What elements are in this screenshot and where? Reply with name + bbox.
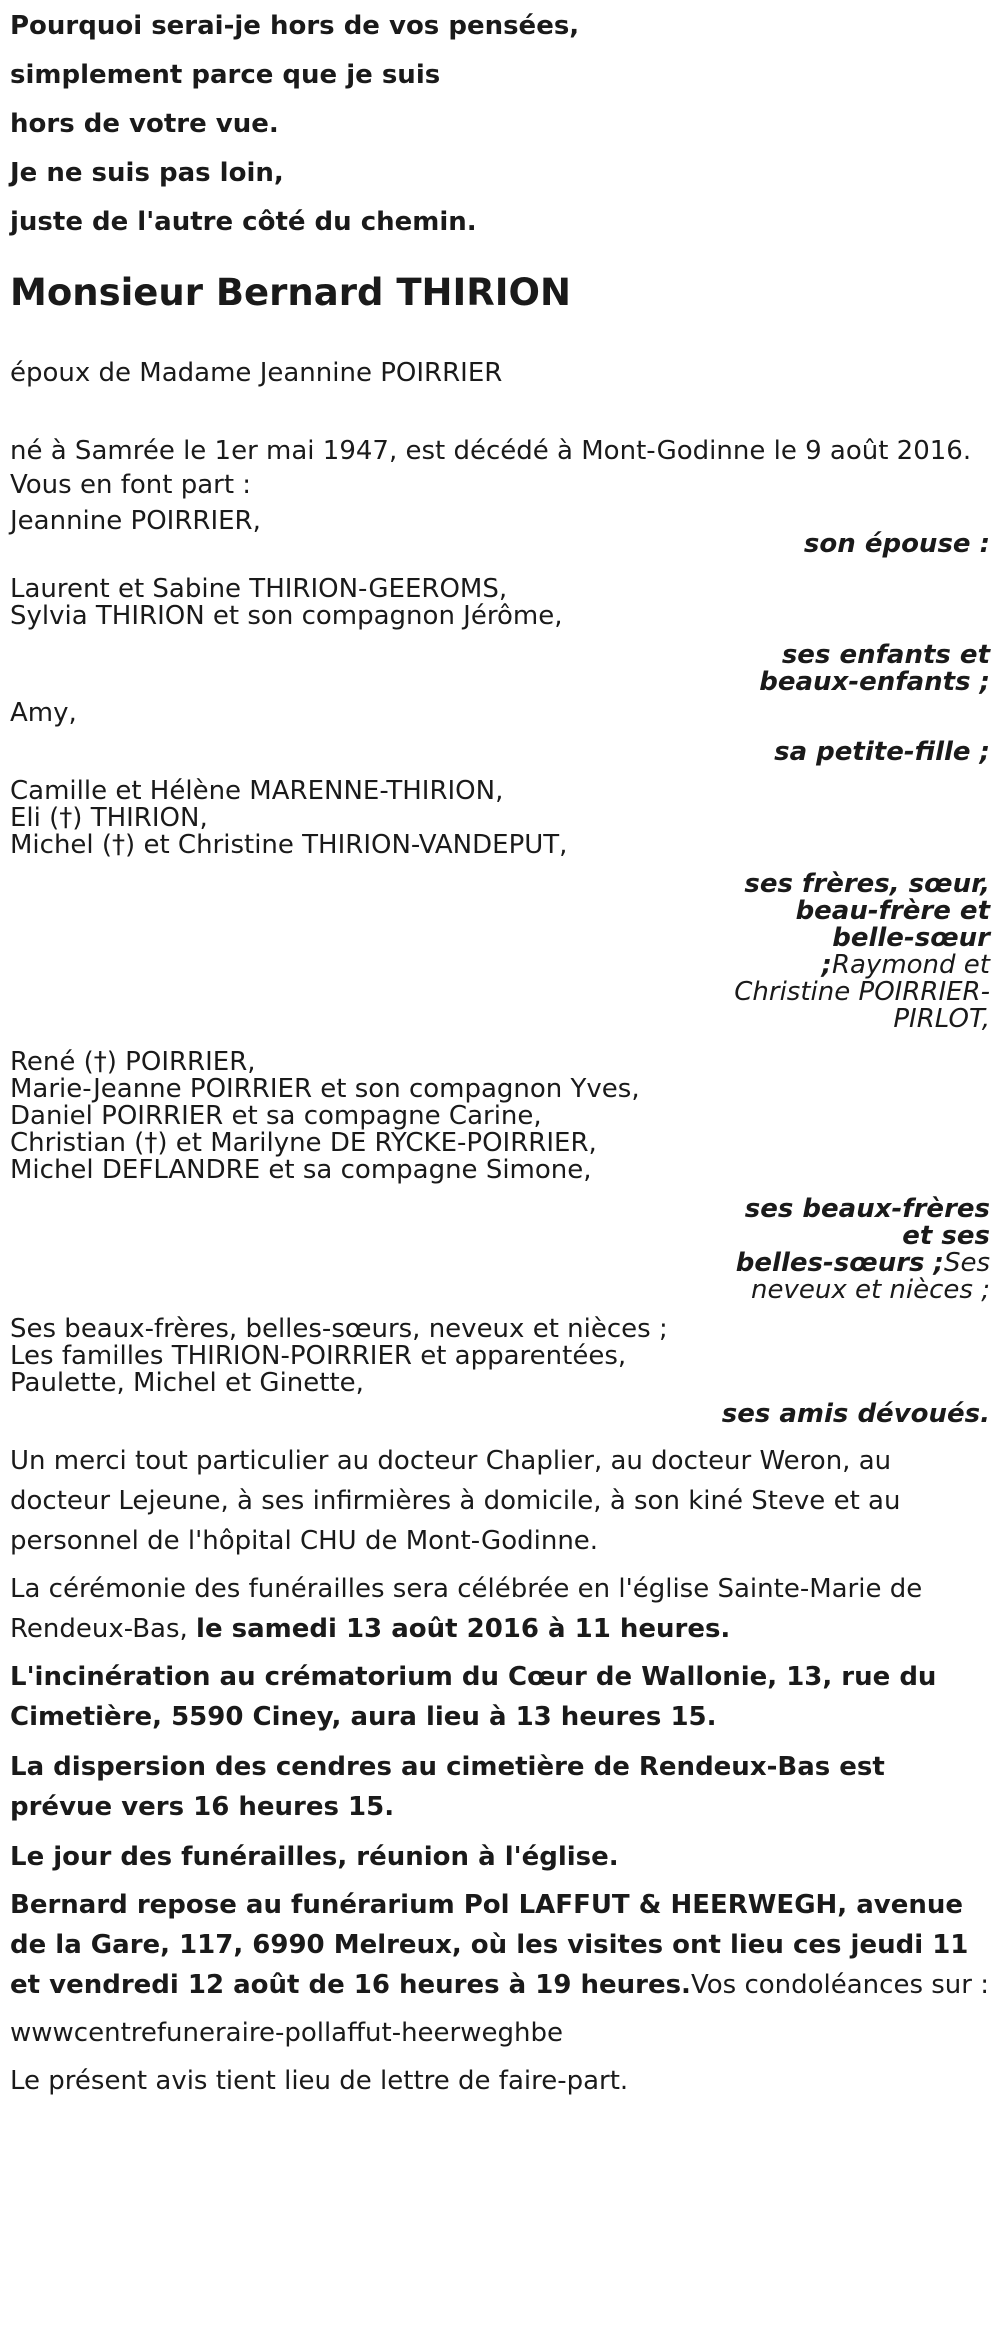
family-member: Christine POIRRIER- <box>734 977 990 1007</box>
family-member: Daniel POIRRIER et sa compagne Carine, <box>10 1101 542 1131</box>
obituary-page <box>0 2 1000 2350</box>
family-member: Eli (†) THIRION, <box>10 803 208 833</box>
poem-line: simplement parce que je suis <box>10 60 441 90</box>
family-member: Marie-Jeanne POIRRIER et son compagnon Yves, <box>10 1074 640 1104</box>
family-member: René (†) POIRRIER, <box>10 1047 256 1077</box>
relation-label: beaux-enfants ; <box>759 667 990 697</box>
family-member: Christian (†) et Marilyne DE RYCKE-POIRRIER, <box>10 1128 597 1158</box>
family-member: Amy, <box>10 698 77 728</box>
deceased-name: Monsieur Bernard THIRION <box>10 271 571 314</box>
family-section <box>10 501 990 1435</box>
family-member: Sylvia THIRION et son compagnon Jérôme, <box>10 601 563 631</box>
relation-label-continued <box>10 1270 990 1311</box>
family-member: Michel DEFLANDRE et sa compagne Simone, <box>10 1155 592 1185</box>
poem-line: Pourquoi serai-je hors de vos pensées, <box>10 11 580 41</box>
family-member: Michel (†) et Christine THIRION-VANDEPUT, <box>10 830 568 860</box>
birth-death-line: né à Samrée le 1er mai 1947, est décédé à Mont-Godinne le 9 août 2016. <box>10 436 972 466</box>
thanks-paragraph: Un merci tout particulier au docteur Chaplier, au docteur Weron, au docteur Lejeune, à ses infirmières à domicile, à son kiné Steve et au personnel de l'hôpital CHU de Mont-Godinne. <box>10 1446 901 1556</box>
family-member: Jeannine POIRRIER, <box>10 506 261 536</box>
family-member: Ses <box>943 1248 990 1278</box>
relation-label: ses enfants et <box>781 640 990 670</box>
relation-label: belles-sœurs ; <box>735 1248 944 1278</box>
family-member: Ses beaux-frères, belles-sœurs, neveux et nièces ; <box>10 1314 668 1344</box>
relation-label: beau-frère et <box>795 896 990 926</box>
ceremony-text: La cérémonie des funérailles sera célébrée en l'église Sainte-Marie de Rendeux-Bas, <box>10 1574 923 1644</box>
funeral-home-text: Bernard repose au funérarium Pol LAFFUT & HEERWEGH, avenue de la Gare, 117, 6990 Melreux, où les visites ont lieu ces jeudi 11 et vendredi 12 août de 16 heures à 19 heures. <box>10 1890 969 2000</box>
poem <box>10 2 990 247</box>
ceremony-date: le samedi 13 août 2016 à 11 heures. <box>196 1614 731 1644</box>
dispersion-paragraph: La dispersion des cendres au cimetière de Rendeux-Bas est prévue vers 16 heures 15. <box>10 1752 885 1822</box>
relation-label: ses amis dévoués. <box>721 1399 990 1429</box>
condolences-text: Vos condoléances sur : <box>690 1970 990 2000</box>
separator: ; <box>821 950 832 980</box>
spouse-line: époux de Madame Jeannine POIRRIER <box>10 358 503 388</box>
family-member: Paulette, Michel et Ginette, <box>10 1368 364 1398</box>
announce-line: Vous en font part : <box>10 470 252 500</box>
funeral-home-paragraph <box>10 1885 990 2005</box>
relation-label: ses beaux-frères <box>744 1194 990 1224</box>
meeting-paragraph: Le jour des funérailles, réunion à l'église. <box>10 1842 619 1872</box>
relation-label: sa petite-fille ; <box>774 737 990 767</box>
ceremony-paragraph <box>10 1569 990 1649</box>
family-member: Camille et Hélène MARENNE-THIRION, <box>10 776 504 806</box>
family-member: PIRLOT, <box>893 1004 990 1034</box>
family-member: Les familles THIRION-POIRRIER et apparentées, <box>10 1341 627 1371</box>
cremation-paragraph: L'incinération au crématorium du Cœur de Wallonie, 13, rue du Cimetière, 5590 Ciney, aura lieu à 13 heures 15. <box>10 1662 937 1732</box>
relation-label: belle-sœur <box>832 923 990 953</box>
relation-label: ses frères, sœur, <box>744 869 990 899</box>
poem-line: hors de votre vue. <box>10 109 279 139</box>
closing-line: Le présent avis tient lieu de lettre de faire-part. <box>10 2066 629 2096</box>
family-member: Raymond et <box>831 950 990 980</box>
family-member: neveux et nièces ; <box>750 1275 990 1305</box>
website-link[interactable]: wwwcentrefuneraire-pollaffut-heerweghbe <box>10 2018 563 2048</box>
family-member: Laurent et Sabine THIRION-GEEROMS, <box>10 574 508 604</box>
relation-label: son épouse : <box>803 529 990 559</box>
relation-label: et ses <box>902 1221 990 1251</box>
poem-line: Je ne suis pas loin, <box>10 158 284 188</box>
poem-line: juste de l'autre côté du chemin. <box>10 207 477 237</box>
